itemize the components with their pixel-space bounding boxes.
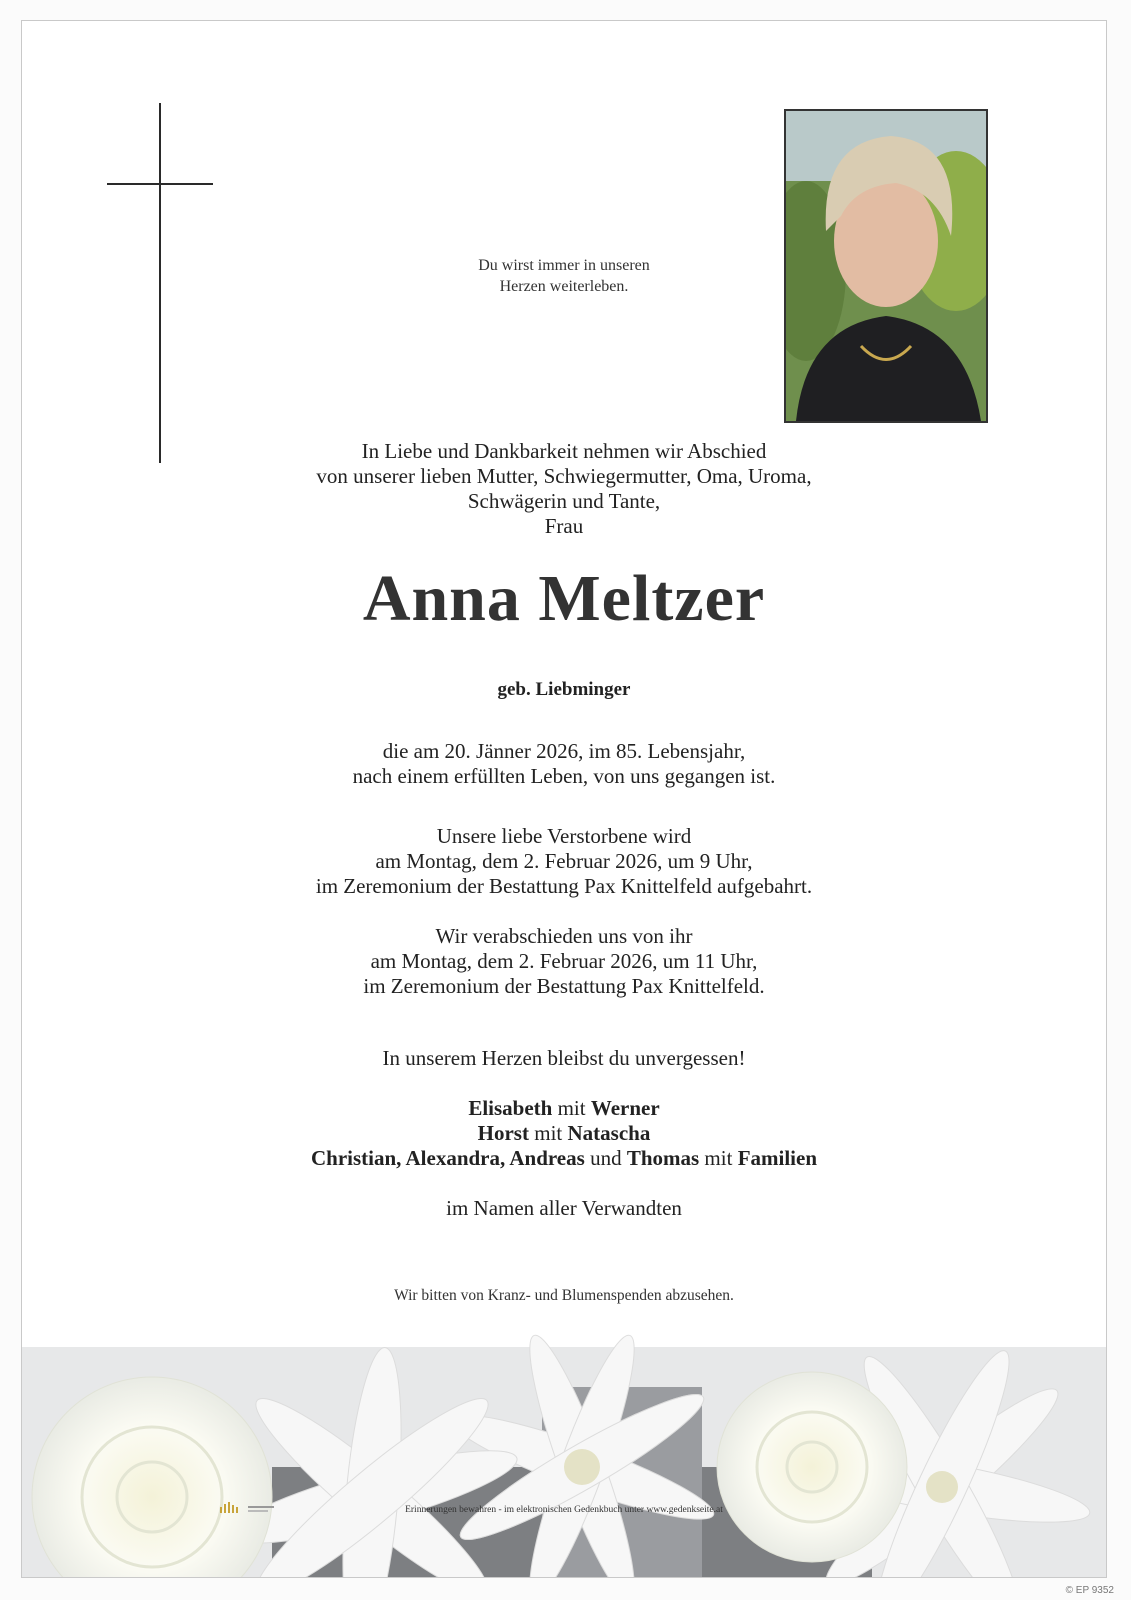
laying-out-notice bbox=[22, 824, 1106, 899]
laying-out-line: im Zeremonium der Bestattung Pax Knittelfeld aufgebahrt. bbox=[315, 874, 813, 898]
death-line: die am 20. Jänner 2026, im 85. Lebensjahr, bbox=[382, 739, 746, 763]
flowers-note: Wir bitten von Kranz- und Blumenspenden abzusehen. bbox=[394, 1287, 734, 1304]
family-member: Elisabeth bbox=[468, 1096, 553, 1120]
family-connector: und bbox=[584, 1146, 627, 1170]
laying-out-line: Unsere liebe Verstorbene wird bbox=[436, 824, 692, 848]
family-connector: mit bbox=[528, 1121, 568, 1145]
intro-line: von unserer lieben Mutter, Schwiegermutter, Oma, Uroma, bbox=[316, 464, 812, 488]
family-line bbox=[22, 1146, 1106, 1171]
obituary-card bbox=[21, 20, 1107, 1578]
flower-background bbox=[22, 1167, 1106, 1577]
family-line bbox=[22, 1096, 1106, 1121]
family-member: Werner bbox=[590, 1096, 660, 1120]
death-line: nach einem erfüllten Leben, von uns gegangen ist. bbox=[352, 764, 776, 788]
motto-line: Du wirst immer in unseren bbox=[478, 257, 650, 274]
death-notice bbox=[22, 739, 1106, 789]
deceased-name: Anna Meltzer bbox=[362, 562, 766, 635]
heart-line: In unserem Herzen bleibst du unvergessen! bbox=[382, 1046, 746, 1070]
family-member: Familien bbox=[737, 1146, 818, 1170]
relatives-line: im Namen aller Verwandten bbox=[446, 1196, 682, 1220]
motto-line: Herzen weiterleben. bbox=[499, 278, 629, 295]
intro-line: Frau bbox=[544, 514, 584, 538]
farewell-line: Wir verabschieden uns von ihr bbox=[435, 924, 693, 948]
family-member: Christian, Alexandra, Andreas bbox=[310, 1146, 585, 1170]
motto bbox=[22, 255, 1106, 297]
intro-line: In Liebe und Dankbarkeit nehmen wir Abschied bbox=[361, 439, 767, 463]
maiden-name: geb. Liebminger bbox=[497, 679, 631, 700]
footer-code: © EP 9352 bbox=[1065, 1585, 1114, 1596]
family-connector: mit bbox=[699, 1146, 738, 1170]
intro-line: Schwägerin und Tante, bbox=[467, 489, 661, 513]
family-member: Natascha bbox=[567, 1121, 651, 1145]
memorial-book-note: Erinnerungen bewahren - im elektronischen Gedenkbuch unter www.gedenkseite.at bbox=[405, 1505, 723, 1515]
farewell-line: am Montag, dem 2. Februar 2026, um 11 Uhr, bbox=[370, 949, 758, 973]
farewell-notice bbox=[22, 924, 1106, 999]
laying-out-line: am Montag, dem 2. Februar 2026, um 9 Uhr, bbox=[375, 849, 753, 873]
family-line bbox=[22, 1121, 1106, 1146]
family-member: Thomas bbox=[626, 1146, 700, 1170]
family-names bbox=[22, 1096, 1106, 1171]
intro-text bbox=[22, 439, 1106, 539]
family-member: Horst bbox=[477, 1121, 529, 1145]
family-connector: mit bbox=[552, 1096, 591, 1120]
farewell-line: im Zeremonium der Bestattung Pax Knittelfeld. bbox=[363, 974, 765, 998]
